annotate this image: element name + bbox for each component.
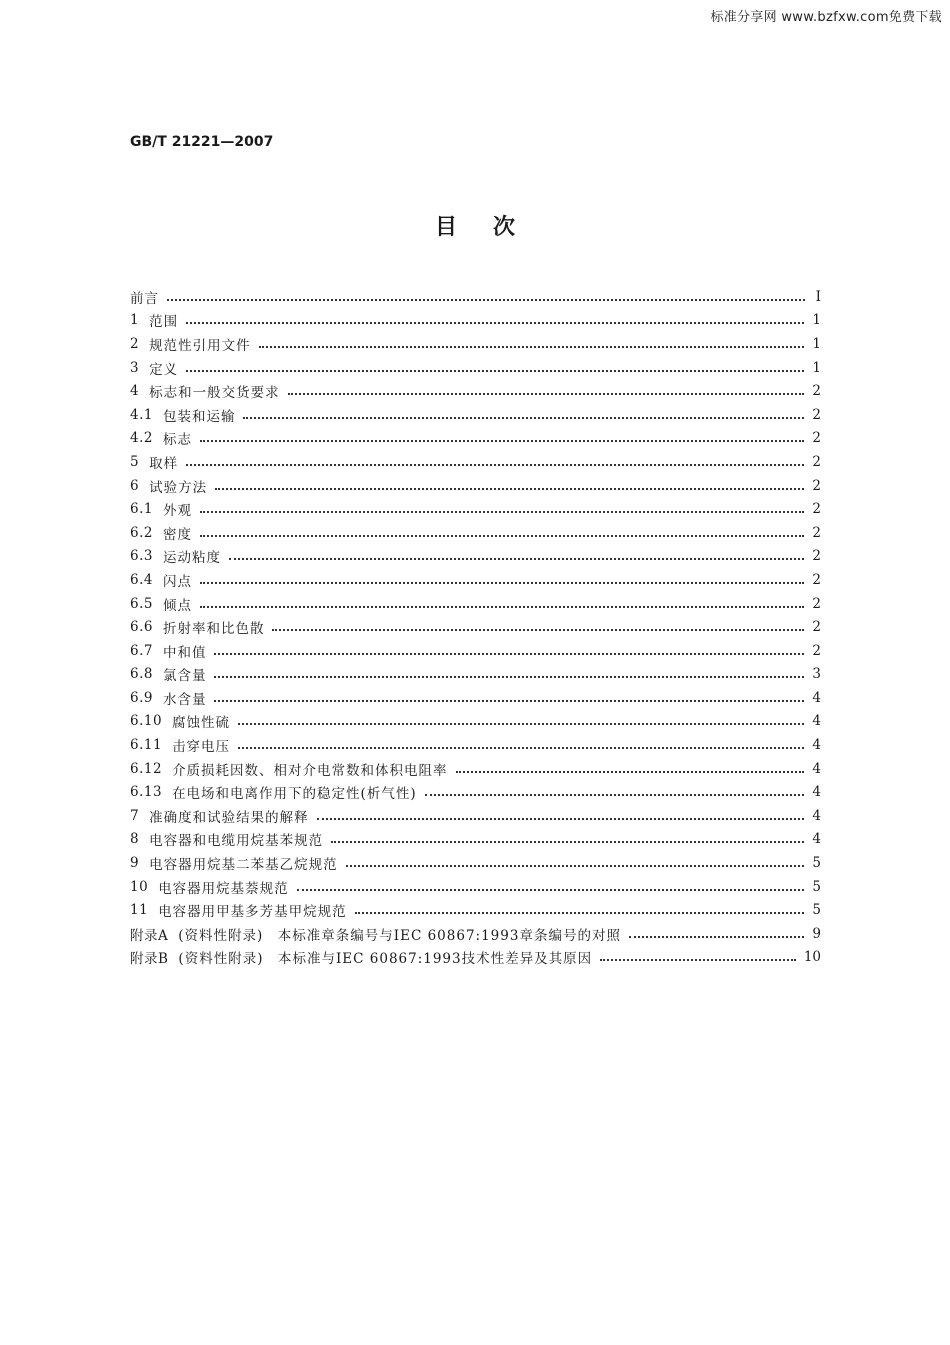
toc-entry[interactable]	[130, 686, 821, 710]
toc-entry[interactable]	[130, 592, 821, 616]
toc-entry-number: 6.12	[130, 760, 163, 777]
toc-dot-leader	[200, 535, 804, 537]
toc-entry-page: 4	[812, 689, 821, 706]
toc-entry-page: 5	[812, 855, 821, 872]
toc-entry-number: 10	[130, 878, 149, 895]
toc-dot-leader	[238, 723, 804, 725]
toc-title: 目次	[434, 215, 551, 240]
toc-entry[interactable]	[130, 710, 821, 734]
toc-dot-leader	[214, 700, 804, 702]
toc-dot-leader	[215, 488, 804, 490]
toc-entry[interactable]	[130, 545, 821, 569]
toc-entry-page: 4	[812, 807, 821, 824]
toc-entry[interactable]	[130, 780, 821, 804]
toc-entry[interactable]	[130, 828, 821, 852]
toc-entry-page: 2	[812, 642, 821, 659]
toc-entry-title: 折射率和比色散	[162, 621, 265, 638]
toc-entry-number: 4.2	[130, 430, 153, 447]
toc-entry[interactable]	[130, 309, 821, 333]
toc-entry-number: 6.4	[130, 571, 153, 588]
toc-entry-page: 2	[812, 571, 821, 588]
toc-entry-title: 包装和运输	[162, 408, 236, 425]
toc-entry-page: 1	[812, 359, 821, 376]
toc-entry-number: 11	[130, 902, 149, 919]
toc-dot-leader	[186, 322, 804, 324]
toc-entry-number: 8	[130, 831, 140, 848]
toc-entry-page: 2	[812, 383, 821, 400]
toc-entry-title: 在电场和电离作用下的稳定性(析气性)	[172, 786, 417, 803]
toc-entry-number: 9	[130, 855, 140, 872]
toc-entry-title: (资料性附录) 本标准与IEC 60867:1993技术性差异及其原因	[178, 951, 593, 968]
toc-entry-title: 击穿电压	[172, 739, 231, 756]
toc-dot-leader	[214, 676, 804, 678]
toc-entry[interactable]	[130, 898, 821, 922]
toc-entry-number: 6.9	[130, 689, 153, 706]
toc-dot-leader	[297, 889, 805, 891]
toc-entry-title: 密度	[162, 526, 192, 543]
toc-entry-page: 4	[812, 737, 821, 754]
toc-dot-leader	[331, 841, 804, 843]
toc-entry-title: 取样	[149, 455, 179, 472]
toc-entry-page: 5	[812, 878, 821, 895]
toc-dot-leader	[425, 794, 805, 796]
toc-entry[interactable]	[130, 568, 821, 592]
toc-entry-title: 电容器用烷基萘规范	[158, 880, 289, 897]
toc-entry-number: 6.2	[130, 524, 153, 541]
watermark-text: 标准分享网 www.bzfxw.com免费下载	[710, 10, 942, 25]
toc-entry[interactable]	[130, 474, 821, 498]
toc-entry-number: 6.5	[130, 595, 153, 612]
toc-entry-title: 中和值	[162, 644, 207, 661]
toc-entry-page: 3	[812, 666, 821, 683]
toc-entry-title: (资料性附录) 本标准章条编号与IEC 60867:1993章条编号的对照	[178, 927, 621, 944]
toc-dot-leader	[272, 629, 804, 631]
toc-entry[interactable]	[130, 757, 821, 781]
table-of-contents	[130, 285, 821, 969]
toc-entry-title: 运动粘度	[162, 550, 221, 567]
toc-entry-number: 6.6	[130, 619, 153, 636]
toc-dot-leader	[346, 865, 805, 867]
toc-entry-page: 1	[812, 312, 821, 329]
toc-entry-page: 2	[812, 548, 821, 565]
toc-entry-page: 2	[812, 501, 821, 518]
toc-entry-number: 附录B	[130, 951, 169, 968]
toc-entry-title: 前言	[130, 290, 159, 307]
toc-entry[interactable]	[130, 851, 821, 875]
toc-entry-page: 2	[812, 430, 821, 447]
toc-entry-number: 5	[130, 453, 140, 470]
toc-entry-page: 2	[812, 406, 821, 423]
toc-entry-page: 4	[812, 784, 821, 801]
toc-dot-leader	[259, 346, 805, 348]
toc-entry-number: 4	[130, 383, 140, 400]
toc-dot-leader	[186, 370, 804, 372]
toc-entry[interactable]	[130, 639, 821, 663]
toc-entry-number: 6.8	[130, 666, 153, 683]
toc-entry-number: 4.1	[130, 406, 153, 423]
toc-entry-title: 腐蚀性硫	[172, 715, 231, 732]
toc-entry-title: 标志	[162, 432, 192, 449]
toc-entry[interactable]	[130, 875, 821, 899]
toc-entry-number: 7	[130, 807, 140, 824]
toc-entry-number: 6.3	[130, 548, 153, 565]
toc-entry-number: 1	[130, 312, 140, 329]
toc-entry[interactable]	[130, 450, 821, 474]
toc-entry-title: 倾点	[162, 597, 192, 614]
toc-entry-page: 2	[812, 524, 821, 541]
toc-dot-leader	[629, 936, 804, 938]
toc-dot-leader	[200, 511, 804, 513]
toc-entry-page: 4	[812, 831, 821, 848]
toc-entry-title: 试验方法	[149, 479, 208, 496]
toc-entry-page: 2	[812, 477, 821, 494]
toc-entry-title: 水含量	[162, 691, 207, 708]
toc-entry[interactable]	[130, 356, 821, 380]
toc-entry[interactable]	[130, 403, 821, 427]
toc-entry-title: 规范性引用文件	[149, 337, 251, 354]
toc-entry-title: 范围	[149, 314, 179, 331]
toc-entry-page: 5	[812, 902, 821, 919]
toc-entry-number: 2	[130, 335, 140, 352]
toc-entry[interactable]	[130, 663, 821, 687]
toc-entry[interactable]	[130, 615, 821, 639]
toc-dot-leader	[200, 606, 804, 608]
toc-entry-title: 外观	[162, 503, 192, 520]
toc-entry-number: 6.10	[130, 713, 163, 730]
toc-entry[interactable]	[130, 332, 821, 356]
toc-dot-leader	[317, 818, 805, 820]
toc-entry-page: 10	[803, 949, 821, 966]
toc-dot-leader	[238, 747, 804, 749]
toc-entry-number: 6.7	[130, 642, 153, 659]
toc-entry-page: 2	[812, 595, 821, 612]
toc-entry-title: 氯含量	[162, 668, 207, 685]
toc-dot-leader	[600, 959, 796, 961]
toc-dot-leader	[186, 464, 804, 466]
toc-dot-leader	[214, 653, 804, 655]
toc-entry-title: 介质损耗因数、相对介电常数和体积电阻率	[172, 762, 448, 779]
toc-entry-title: 电容器用甲基多芳基甲烷规范	[158, 904, 347, 921]
toc-entry-title: 电容器用烷基二苯基乙烷规范	[149, 857, 338, 874]
toc-entry-title: 定义	[149, 361, 179, 378]
toc-entry[interactable]	[130, 521, 821, 545]
toc-entry[interactable]	[130, 497, 821, 521]
toc-dot-leader	[229, 558, 804, 560]
toc-dot-leader	[355, 912, 805, 914]
toc-entry[interactable]	[130, 427, 821, 451]
toc-entry[interactable]	[130, 804, 821, 828]
toc-entry[interactable]	[130, 379, 821, 403]
toc-entry-number: 6.13	[130, 784, 163, 801]
toc-entry-title: 准确度和试验结果的解释	[149, 809, 309, 826]
toc-entry[interactable]	[130, 922, 821, 946]
toc-entry-title: 闪点	[162, 573, 192, 590]
standard-code: GB/T 21221—2007	[130, 134, 274, 150]
toc-entry-number: 6.11	[130, 737, 163, 754]
toc-entry-number: 3	[130, 359, 140, 376]
toc-entry-page: 4	[812, 760, 821, 777]
toc-entry-number: 附录A	[130, 927, 169, 944]
toc-entry-page: 9	[812, 925, 821, 942]
toc-dot-leader	[167, 299, 805, 301]
toc-entry-page: 1	[812, 335, 821, 352]
toc-dot-leader	[200, 440, 804, 442]
toc-entry-page: 2	[812, 619, 821, 636]
toc-entry-title: 标志和一般交货要求	[149, 385, 280, 402]
toc-entry-number: 6.1	[130, 501, 153, 518]
toc-entry[interactable]	[130, 946, 821, 970]
toc-entry-page: I	[815, 288, 821, 305]
toc-dot-leader	[243, 417, 804, 419]
toc-entry-page: 4	[812, 713, 821, 730]
toc-entry-page: 2	[812, 453, 821, 470]
toc-entry[interactable]	[130, 733, 821, 757]
toc-dot-leader	[200, 582, 804, 584]
toc-dot-leader	[288, 393, 805, 395]
toc-entry[interactable]	[130, 285, 821, 309]
toc-dot-leader	[456, 771, 805, 773]
toc-entry-number: 6	[130, 477, 140, 494]
toc-entry-title: 电容器和电缆用烷基苯规范	[149, 833, 324, 850]
